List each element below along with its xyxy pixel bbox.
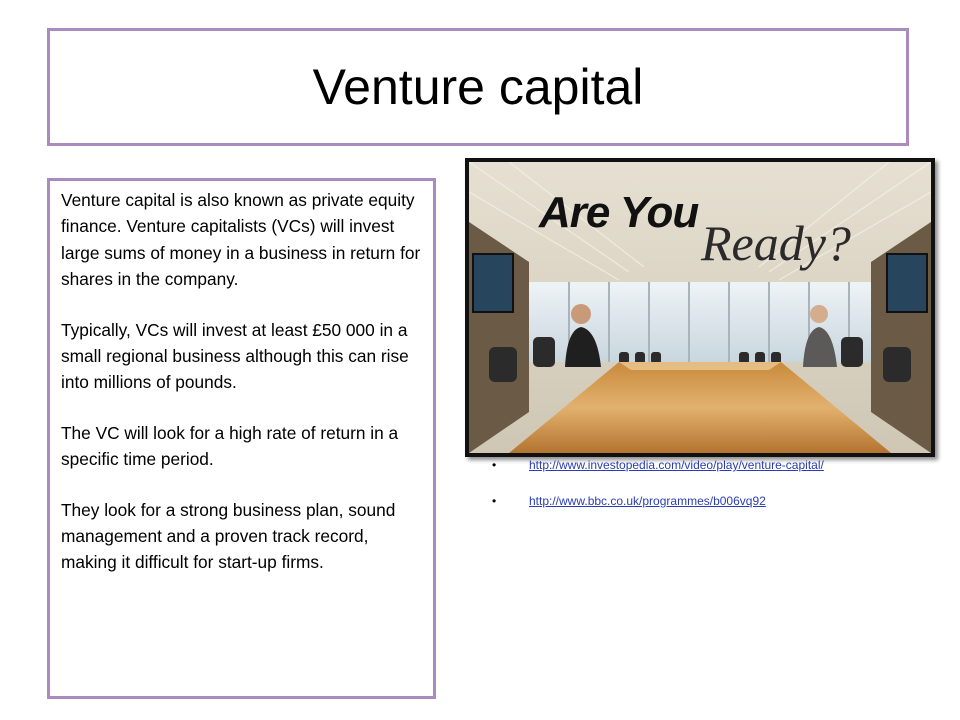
- paragraph-definition: Venture capital is also known as private equity finance. Venture capitalists (VCs) will invest large sums of money in a business in return for shares in the company.: [61, 190, 421, 290]
- ad-caption-line2: Ready?: [701, 215, 851, 271]
- paragraph-return: The VC will look for a high rate of return in a specific time period.: [61, 422, 399, 470]
- investopedia-link[interactable]: http://www.investopedia.com/video/play/venture-capital/: [529, 458, 824, 472]
- list-item: [492, 488, 824, 524]
- body-text-box: [47, 178, 436, 699]
- resource-links: [492, 452, 824, 524]
- slide-title: Venture capital: [312, 59, 644, 115]
- bullet-icon: •: [492, 494, 497, 508]
- bbc-link[interactable]: http://www.bbc.co.uk/programmes/b006vq92: [529, 494, 766, 508]
- title-placeholder: [47, 28, 909, 146]
- paragraph-investment-size: Typically, VCs will invest at least £50 000 in a small regional business although this can rise into millions of pounds.: [61, 319, 409, 393]
- list-item: [492, 452, 824, 488]
- ad-caption-line1: Are You: [539, 188, 699, 237]
- boardroom-photo: [465, 158, 935, 457]
- bullet-icon: •: [492, 458, 497, 472]
- paragraph-requirements: They look for a strong business plan, sound management and a proven track record, making it difficult for start-up firms.: [61, 499, 396, 573]
